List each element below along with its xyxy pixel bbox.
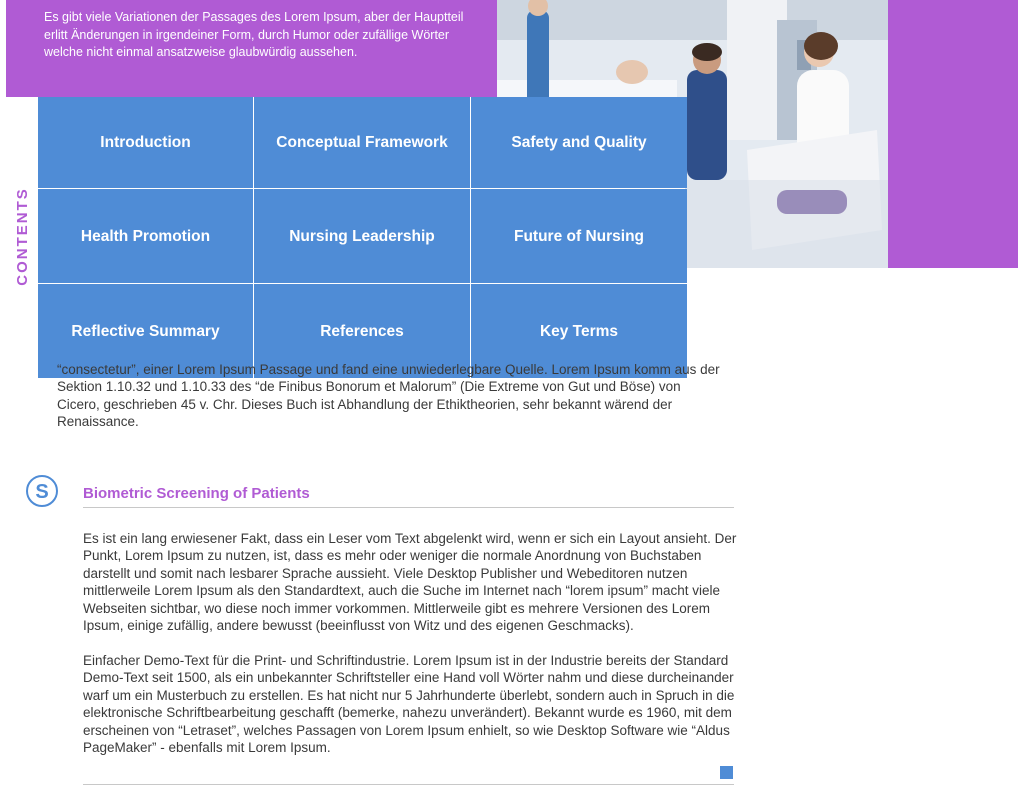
hero-text: Es gibt viele Variationen der Passages des Lorem Ipsum, aber der Hauptteil erlitt Änderungen in irgendeiner Form, durch Humor oder zufällige Wörter welche nicht einmal ansatzweise glaubwürdig aussehen. xyxy=(44,10,464,59)
end-marker-icon xyxy=(720,766,733,779)
tile-reflective-summary[interactable]: Reflective Summary xyxy=(38,284,253,378)
tile-future-of-nursing[interactable]: Future of Nursing xyxy=(471,189,687,283)
section-divider xyxy=(83,507,734,508)
section-paragraph-1: Es ist ein lang erwiesener Fakt, dass ein Leser vom Text abgelenkt wird, wenn er sich ein Layout ansieht. Der Punkt, Lorem Ipsum zu nutzen, ist, dass es mehr oder weniger die normale Anordnung von Buchstaben darstellt und somit nach lesbarer Sprache aussieht. Viele Desktop Publisher und Webeditoren nutzen mittlerweile Lorem Ipsum als den Standardtext, auch die Suche im Internet nach “lorem ipsum” macht viele Webseiten sichtbar, wo diese noch immer vorkommen. Mittlerweile gibt es mehrere Versionen des Lorem Ipsum, einige zufällig, andere bewusst (beeinflusst von Witz und des eigenen Geschmacks). xyxy=(83,531,737,634)
tile-nursing-leadership[interactable]: Nursing Leadership xyxy=(254,189,470,283)
tile-safety-and-quality[interactable]: Safety and Quality xyxy=(471,97,687,188)
section-paragraph-2: Einfacher Demo-Text für die Print- und Schriftindustrie. Lorem Ipsum ist in der Industrie bereits der Standard Demo-Text seit 1500, als ein unbekannter Schriftsteller eine Hand voll Wörter nahm und diese durcheinander warf um ein Musterbuch zu erstellen. Es hat nicht nur 5 Jahrhunderte überlebt, sondern auch in Spruch in die elektronische Schriftbearbeitung geschafft (bemerke, nahezu unverändert). Bekannt wurde es 1960, mit dem erscheinen von “Letraset”, welches Passagen von Lorem Ipsum enhielt, so wie Desktop Software wie “Aldus PageMaker” - ebenfalls mit Lorem Ipsum. xyxy=(83,653,735,756)
contents-grid xyxy=(38,97,685,376)
svg-text:S: S xyxy=(35,481,49,503)
section-s-icon xyxy=(26,475,58,507)
tile-conceptual-framework[interactable]: Conceptual Framework xyxy=(254,97,470,188)
tile-references[interactable]: References xyxy=(254,284,470,378)
footer-divider xyxy=(83,784,734,785)
hero-banner-side xyxy=(888,0,1018,268)
intro-paragraph: “consectetur”, einer Lorem Ipsum Passage und fand eine unwiederlegbare Quelle. Lorem Ipsum komm aus der Sektion 1.10.32 und 1.10.33 des “de Finibus Bonorum et Malorum” (Die Extreme von Gut und Böse) von Cicero, geschrieben 45 v. Chr. Dieses Buch ist Abhandlung der Ethiktheorien, sehr bekannt wärend der Renaissance. xyxy=(57,362,720,430)
tile-introduction[interactable]: Introduction xyxy=(38,97,253,188)
tile-key-terms[interactable]: Key Terms xyxy=(471,284,687,378)
tile-health-promotion[interactable]: Health Promotion xyxy=(38,189,253,283)
section-title: Biometric Screening of Patients xyxy=(83,485,310,502)
contents-label: CONTENTS xyxy=(13,187,31,286)
